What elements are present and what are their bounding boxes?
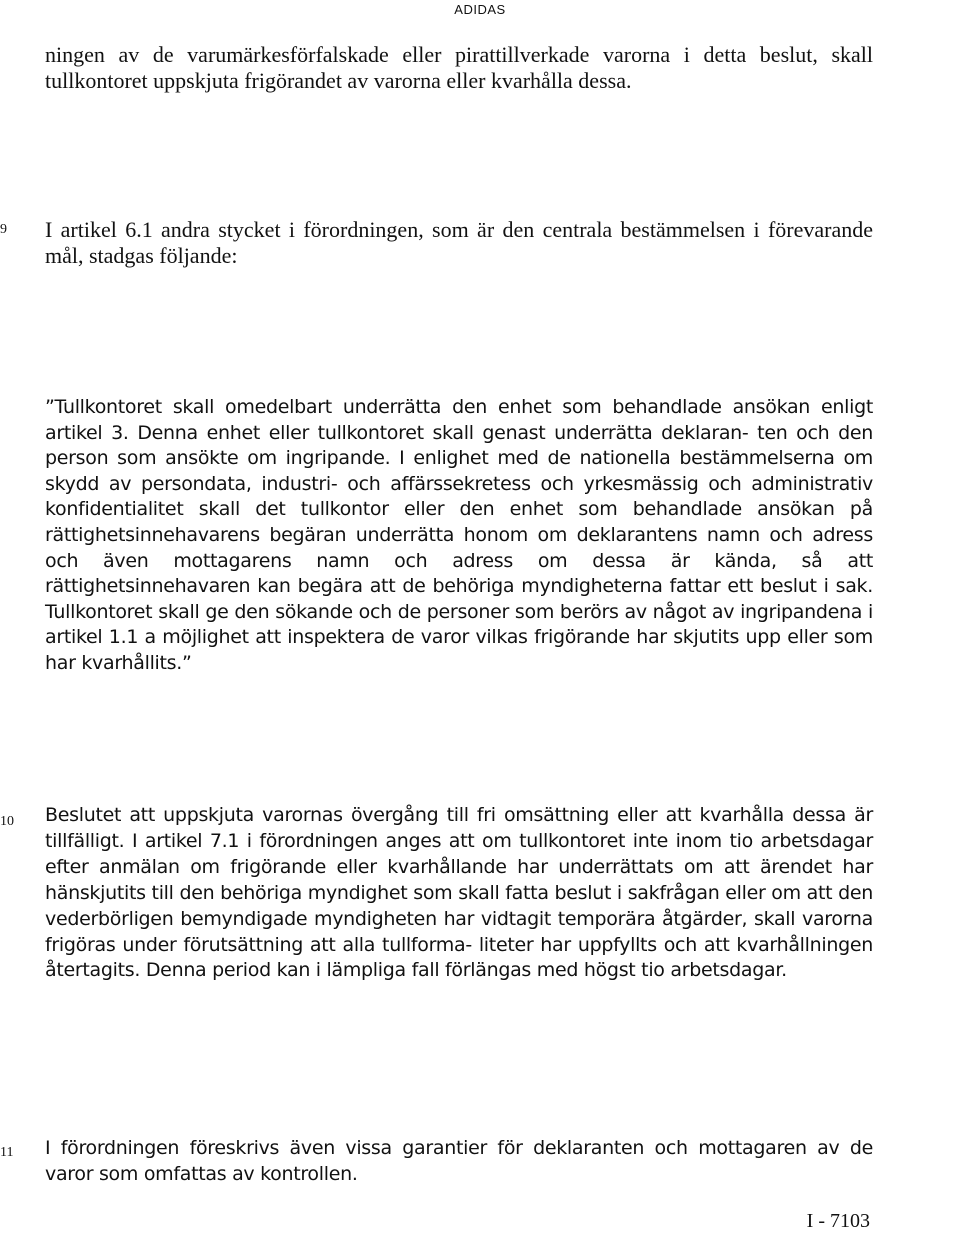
paragraph-number-9: 9 [0,222,7,237]
intro-paragraph: ningen av de varumärkesförfalskade eller pirattillverkade varorna i detta beslut, skall tullkontoret uppskjuta frigörandet av varorna eller kvarhålla dessa. [45,42,873,93]
paragraph-number-11: 11 [0,1145,14,1160]
quoted-provision: ”Tullkontoret skall omedelbart underrätta den enhet som behandlade ansökan enligt artikel 3. Denna enhet eller tullkontoret skall genast underrätta deklaran- ten och den person som ansökte om ingripande. I enlighet med de nationella bestämmelserna om skydd av persondata, industri- och affärssekretess och yrkesmässig och administrativ konfidentialitet skall det tullkontor eller den enhet som behandlade ansökan på rättighetsinnehavarens begäran underrätta honom om deklarantens namn och adress och även mottagarens namn och adress om dessa är kända, så att rättighetsinnehavaren kan begära att de behöriga myndigheterna fattar ett beslut i sak. Tullkontoret skall ge den sökande och de personer som berörs av något av ingripandena i artikel 1.1 a möjlighet att inspektera de varor vilkas frigörande har skjutits upp eller som har kvarhållits.” [45,396,873,674]
paragraph-9-text: I artikel 6.1 andra stycket i förordningen, som är den centrala bestämmelsen i förevarande mål, stadgas följande: [45,217,873,268]
paragraph-11-text: I förordningen föreskrivs även vissa garantier för deklaranten och mottagaren av de varor som omfattas av kontrollen. [45,1137,873,1185]
running-header: ADIDAS [454,2,506,17]
page-number: I - 7103 [806,1210,870,1232]
paragraph-10-text: Beslutet att uppskjuta varornas övergång till fri omsättning eller att kvarhålla dessa är tillfälligt. I artikel 7.1 i förordningen anges att om tullkontoret inte inom tio arbetsdagar efter anmälan om frigörande eller kvarhållande har underrättats om att ärendet har hänskjutits till den behöriga myndighet som skall fatta beslut i sakfrågan eller om att den vederbörligen bemyndigade myndigheten har vidtagit temporära åtgärder, skall varorna frigöras under förutsättning att alla tullforma- liteter har uppfyllts och att kvarhållningen återtagits. Denna period kan i lämpliga fall förlängas med högst tio arbetsdagar. [45,804,873,982]
paragraph-number-10: 10 [0,814,14,829]
